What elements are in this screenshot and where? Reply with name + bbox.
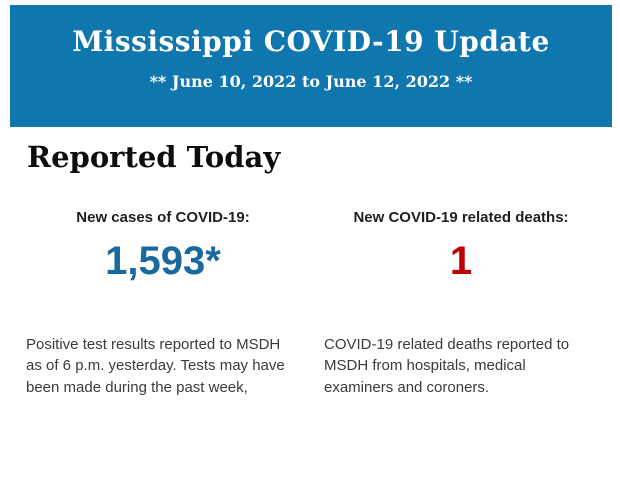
new-deaths-label: New COVID-19 related deaths:	[353, 208, 569, 226]
header-banner	[10, 5, 612, 127]
stat-card-new-cases	[18, 209, 308, 399]
new-cases-description: Positive test results reported to MSDH as of 6 p.m. yesterday. Tests may have been made during the past week,	[26, 335, 285, 396]
stat-card-new-deaths	[316, 209, 606, 399]
report-body	[0, 142, 620, 398]
new-deaths-description: COVID-19 related deaths reported to MSDH from hospitals, medical examiners and coroners.	[324, 335, 570, 396]
section-title: Reported Today	[27, 140, 281, 174]
date-range: ** June 10, 2022 to June 12, 2022 **	[149, 71, 473, 91]
page-title: Mississippi COVID-19 Update	[72, 25, 550, 58]
stats-row	[18, 209, 620, 399]
new-cases-label: New cases of COVID-19:	[76, 208, 250, 226]
new-cases-value: 1,593*	[105, 238, 221, 283]
new-deaths-value: 1	[449, 238, 473, 283]
